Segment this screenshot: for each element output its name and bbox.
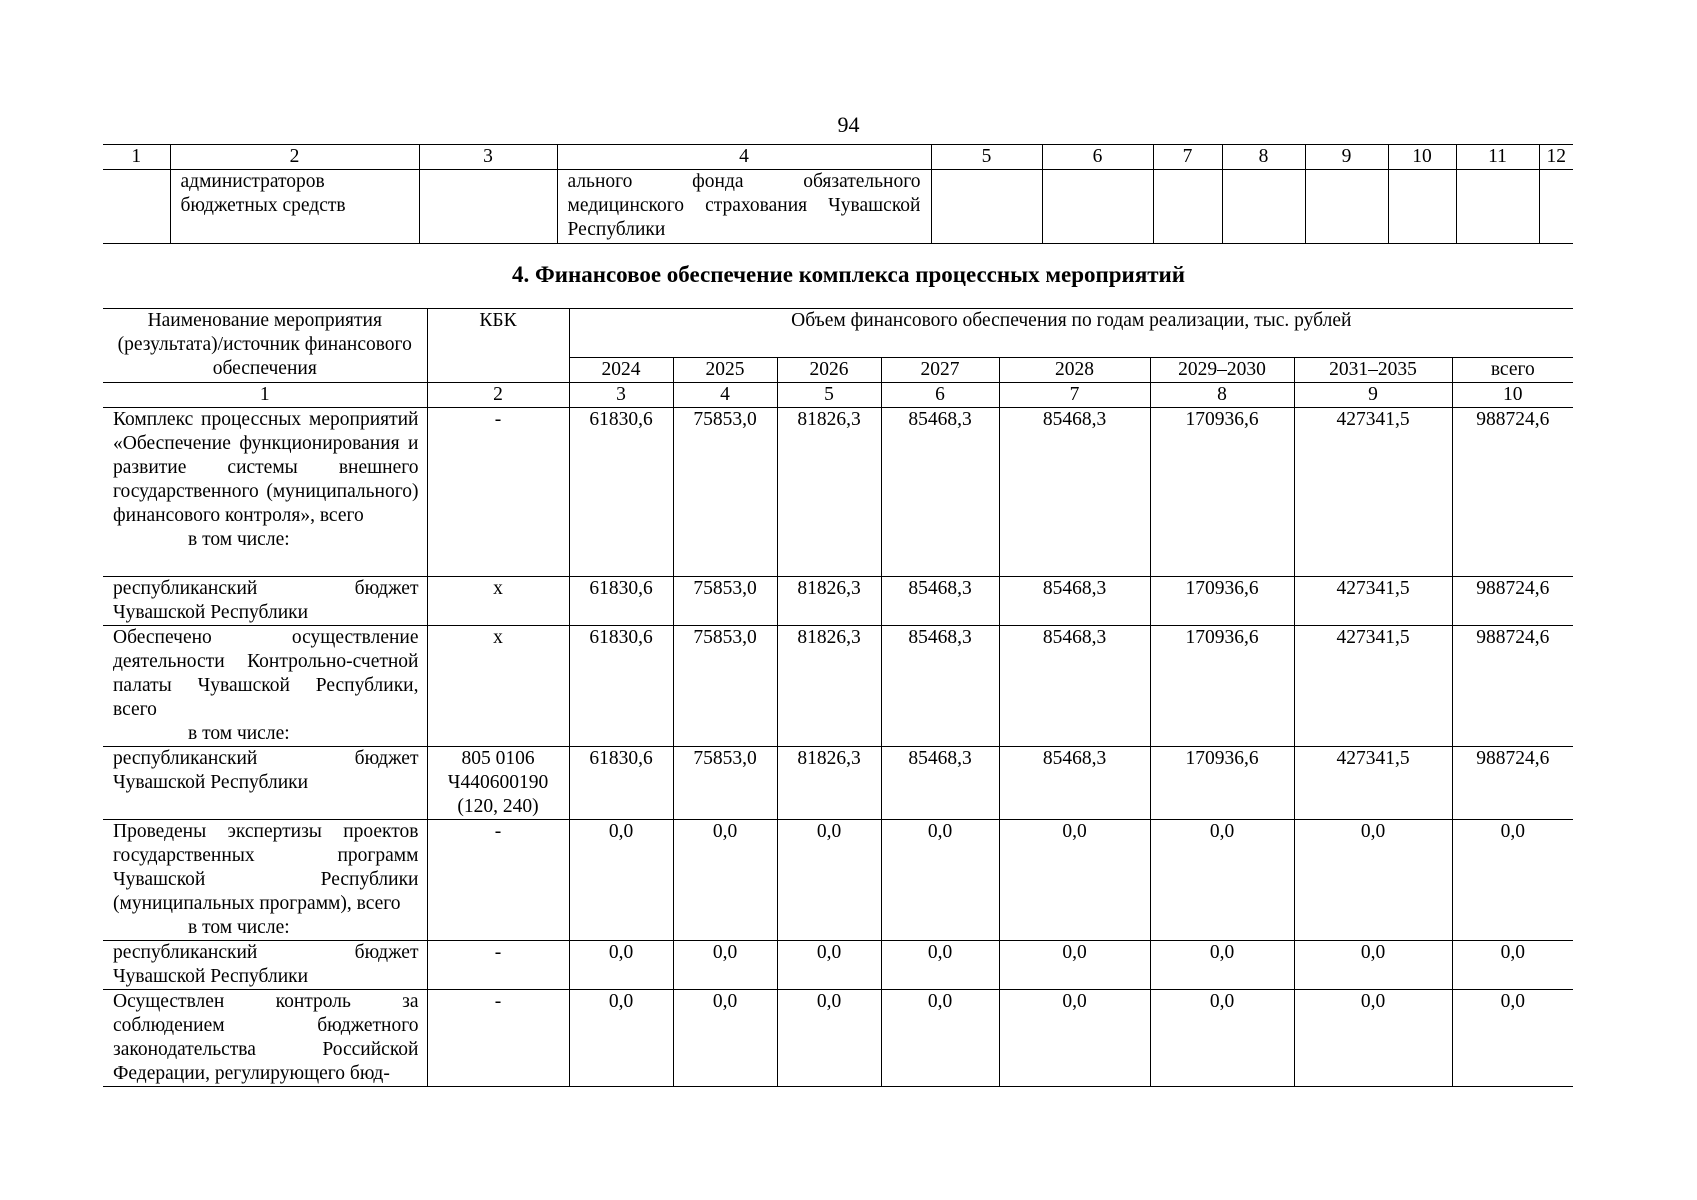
column-number: 10 bbox=[1452, 383, 1573, 408]
value-cell: 81826,3 bbox=[777, 408, 881, 577]
value-cell: 85468,3 bbox=[999, 408, 1150, 577]
row-name-cell bbox=[103, 990, 427, 1087]
value-cell: 0,0 bbox=[569, 941, 673, 990]
column-number: 9 bbox=[1294, 383, 1452, 408]
value-cell: 85468,3 bbox=[881, 747, 999, 820]
table-row bbox=[103, 170, 1573, 244]
row-name: республиканский бюджет Чувашской Республики bbox=[113, 578, 419, 623]
row-name-cell bbox=[103, 577, 427, 626]
column-number: 5 bbox=[777, 383, 881, 408]
kbk-cell: x bbox=[427, 577, 569, 626]
table-row bbox=[103, 626, 1573, 747]
kbk-cell: 805 0106 Ч440600190 (120, 240) bbox=[427, 747, 569, 820]
column-number: 9 bbox=[1305, 145, 1388, 170]
value-cell: 427341,5 bbox=[1294, 626, 1452, 747]
row-name: республиканский бюджет Чувашской Республики bbox=[113, 748, 419, 793]
value-cell: 0,0 bbox=[569, 990, 673, 1087]
column-number: 4 bbox=[557, 145, 931, 170]
value-cell: 427341,5 bbox=[1294, 577, 1452, 626]
table-row bbox=[103, 408, 1573, 577]
value-cell: 0,0 bbox=[1150, 820, 1294, 941]
row-name: Осуществлен контроль за соблюдением бюджетного законодательства Российской Федерации, регулирующего бюд- bbox=[113, 991, 419, 1084]
header-year: всего bbox=[1452, 358, 1573, 383]
value-cell: 0,0 bbox=[777, 820, 881, 941]
table-cell: администраторов бюджетных средств bbox=[170, 170, 419, 244]
column-number: 7 bbox=[999, 383, 1150, 408]
value-cell: 170936,6 bbox=[1150, 577, 1294, 626]
kbk-cell: - bbox=[427, 820, 569, 941]
header-year: 2027 bbox=[881, 358, 999, 383]
value-cell: 170936,6 bbox=[1150, 747, 1294, 820]
value-cell: 85468,3 bbox=[999, 577, 1150, 626]
value-cell: 0,0 bbox=[1294, 990, 1452, 1087]
header-volume: Объем финансового обеспечения по годам реализации, тыс. рублей bbox=[569, 309, 1573, 358]
value-cell: 0,0 bbox=[999, 990, 1150, 1087]
value-cell: 0,0 bbox=[673, 990, 777, 1087]
column-number: 8 bbox=[1150, 383, 1294, 408]
value-cell: 85468,3 bbox=[881, 626, 999, 747]
column-number: 2 bbox=[170, 145, 419, 170]
value-cell: 85468,3 bbox=[881, 577, 999, 626]
value-cell: 988724,6 bbox=[1452, 747, 1573, 820]
value-cell: 85468,3 bbox=[999, 626, 1150, 747]
column-number: 1 bbox=[103, 145, 170, 170]
row-name: Комплекс процессных мероприятий «Обеспечение функционирования и развитие системы внешнего государственного (муниципального) финансового контроля», всего bbox=[113, 409, 419, 526]
value-cell: 61830,6 bbox=[569, 577, 673, 626]
row-name-cell bbox=[103, 941, 427, 990]
column-number: 6 bbox=[881, 383, 999, 408]
value-cell: 0,0 bbox=[777, 941, 881, 990]
value-cell: 0,0 bbox=[999, 941, 1150, 990]
header-year: 2031–2035 bbox=[1294, 358, 1452, 383]
row-name: Обеспечено осуществление деятельности Контрольно-счетной палаты Чувашской Республики, всего bbox=[113, 627, 419, 720]
value-cell: 0,0 bbox=[1452, 941, 1573, 990]
table-cell: ального фонда обязательного медицинского страхования Чувашской Республики bbox=[557, 170, 931, 244]
value-cell: 75853,0 bbox=[673, 577, 777, 626]
value-cell: 81826,3 bbox=[777, 577, 881, 626]
column-number-row bbox=[103, 145, 1573, 170]
value-cell: 61830,6 bbox=[569, 408, 673, 577]
header-row bbox=[103, 309, 1573, 358]
value-cell: 61830,6 bbox=[569, 747, 673, 820]
value-cell: 988724,6 bbox=[1452, 408, 1573, 577]
row-subtitle: в том числе: bbox=[188, 917, 290, 938]
row-name-cell bbox=[103, 747, 427, 820]
value-cell: 0,0 bbox=[1452, 990, 1573, 1087]
value-cell: 75853,0 bbox=[673, 626, 777, 747]
row-name: Проведены экспертизы проектов государственных программ Чувашской Республики (муниципальных программ), всего bbox=[113, 821, 419, 914]
value-cell: 427341,5 bbox=[1294, 747, 1452, 820]
column-number-row bbox=[103, 383, 1573, 408]
column-number: 1 bbox=[103, 383, 427, 408]
value-cell: 0,0 bbox=[1294, 941, 1452, 990]
header-year: 2028 bbox=[999, 358, 1150, 383]
value-cell: 0,0 bbox=[881, 820, 999, 941]
value-cell: 170936,6 bbox=[1150, 626, 1294, 747]
row-subtitle: в том числе: bbox=[188, 723, 290, 744]
column-number: 6 bbox=[1042, 145, 1153, 170]
value-cell: 170936,6 bbox=[1150, 408, 1294, 577]
value-cell: 0,0 bbox=[1294, 820, 1452, 941]
value-cell: 0,0 bbox=[1150, 990, 1294, 1087]
row-name-cell bbox=[103, 626, 427, 747]
value-cell: 0,0 bbox=[777, 990, 881, 1087]
value-cell: 427341,5 bbox=[1294, 408, 1452, 577]
value-cell: 0,0 bbox=[999, 820, 1150, 941]
value-cell: 81826,3 bbox=[777, 626, 881, 747]
header-year: 2026 bbox=[777, 358, 881, 383]
column-number: 7 bbox=[1153, 145, 1222, 170]
column-number: 3 bbox=[419, 145, 557, 170]
kbk-cell: x bbox=[427, 626, 569, 747]
column-number: 4 bbox=[673, 383, 777, 408]
header-year: 2025 bbox=[673, 358, 777, 383]
value-cell: 81826,3 bbox=[777, 747, 881, 820]
column-number: 5 bbox=[931, 145, 1042, 170]
header-year: 2029–2030 bbox=[1150, 358, 1294, 383]
kbk-cell: - bbox=[427, 990, 569, 1087]
header-year: 2024 bbox=[569, 358, 673, 383]
value-cell: 0,0 bbox=[673, 941, 777, 990]
value-cell: 0,0 bbox=[673, 820, 777, 941]
row-name: республиканский бюджет Чувашской Республики bbox=[113, 942, 419, 987]
row-name-cell bbox=[103, 820, 427, 941]
financing-table bbox=[103, 308, 1573, 1087]
kbk-cell: - bbox=[427, 941, 569, 990]
table-row bbox=[103, 990, 1573, 1087]
value-cell: 0,0 bbox=[1150, 941, 1294, 990]
value-cell: 61830,6 bbox=[569, 626, 673, 747]
value-cell: 988724,6 bbox=[1452, 626, 1573, 747]
value-cell: 0,0 bbox=[569, 820, 673, 941]
value-cell: 75853,0 bbox=[673, 408, 777, 577]
column-number: 10 bbox=[1388, 145, 1456, 170]
page-number: 94 bbox=[837, 112, 860, 137]
value-cell: 0,0 bbox=[881, 941, 999, 990]
row-subtitle: в том числе: bbox=[188, 529, 290, 550]
column-number: 12 bbox=[1539, 145, 1573, 170]
header-name: Наименование мероприятия (результата)/источник финансового обеспечения bbox=[103, 309, 427, 383]
value-cell: 0,0 bbox=[881, 990, 999, 1087]
column-number: 8 bbox=[1222, 145, 1305, 170]
table-row bbox=[103, 747, 1573, 820]
header-kbk: КБК bbox=[427, 309, 569, 383]
value-cell: 988724,6 bbox=[1452, 577, 1573, 626]
continuation-table bbox=[103, 144, 1573, 244]
value-cell: 85468,3 bbox=[999, 747, 1150, 820]
table-row bbox=[103, 941, 1573, 990]
kbk-cell: - bbox=[427, 408, 569, 577]
section-title: 4. Финансовое обеспечение комплекса процессных мероприятий bbox=[511, 262, 1186, 287]
column-number: 11 bbox=[1456, 145, 1539, 170]
column-number: 2 bbox=[427, 383, 569, 408]
row-name-cell bbox=[103, 408, 427, 577]
value-cell: 0,0 bbox=[1452, 820, 1573, 941]
column-number: 3 bbox=[569, 383, 673, 408]
value-cell: 85468,3 bbox=[881, 408, 999, 577]
table-row bbox=[103, 577, 1573, 626]
value-cell: 75853,0 bbox=[673, 747, 777, 820]
table-row bbox=[103, 820, 1573, 941]
